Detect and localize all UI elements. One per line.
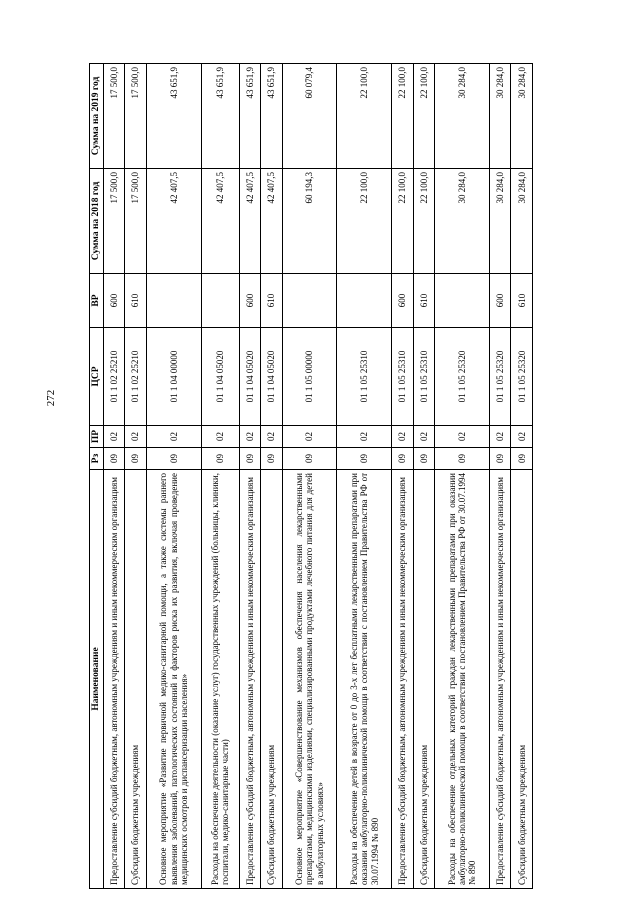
cell-vr: 610 xyxy=(125,274,146,328)
header-rz: Рз xyxy=(90,448,104,470)
table-body xyxy=(103,64,532,889)
cell-rz: 09 xyxy=(511,448,533,470)
cell-sum-2019: 43 651,9 xyxy=(239,64,260,169)
table-row xyxy=(261,64,282,889)
cell-vr xyxy=(337,274,392,328)
table-row xyxy=(146,64,201,889)
cell-vr xyxy=(435,274,490,328)
cell-vr xyxy=(146,274,201,328)
cell-vr: 610 xyxy=(413,274,434,328)
cell-rz: 09 xyxy=(392,448,413,470)
header-vr: ВР xyxy=(90,274,104,328)
cell-vr: 600 xyxy=(103,274,124,328)
cell-pr: 02 xyxy=(511,426,533,448)
cell-rz: 09 xyxy=(337,448,392,470)
cell-sum-2019: 17 500,0 xyxy=(103,64,124,169)
cell-sum-2018: 17 500,0 xyxy=(125,169,146,274)
cell-name: Предоставление субсидий бюджетным, автономным учреждениям и иным некоммерческим организациям xyxy=(103,470,124,889)
cell-pr: 02 xyxy=(201,426,239,448)
table-row xyxy=(201,64,239,889)
cell-vr xyxy=(201,274,239,328)
cell-csr: 01 1 04 05020 xyxy=(261,328,282,426)
cell-sum-2019: 60 079,4 xyxy=(282,64,337,169)
cell-rz: 09 xyxy=(261,448,282,470)
cell-vr: 600 xyxy=(489,274,510,328)
header-name: Наименование xyxy=(90,470,104,889)
table-row xyxy=(413,64,434,889)
table-row xyxy=(392,64,413,889)
cell-rz: 09 xyxy=(282,448,337,470)
cell-rz: 09 xyxy=(125,448,146,470)
table-row xyxy=(435,64,490,889)
cell-vr: 600 xyxy=(239,274,260,328)
cell-name: Предоставление субсидий бюджетным, автономным учреждениям и иным некоммерческим организациям xyxy=(489,470,510,889)
cell-sum-2019: 30 284,0 xyxy=(489,64,510,169)
cell-sum-2019: 43 651,9 xyxy=(201,64,239,169)
cell-csr: 01 1 05 25310 xyxy=(392,328,413,426)
cell-rz: 09 xyxy=(146,448,201,470)
cell-csr: 01 1 02 25210 xyxy=(103,328,124,426)
cell-vr: 610 xyxy=(511,274,533,328)
cell-vr: 610 xyxy=(261,274,282,328)
cell-name: Расходы на обеспечение детей в возрасте от 0 до 3-х лет бесплатными лекарственными препаратами при оказании амбулаторно-поликлинической помощи в соответствии с постановлением Правительства РФ от 30.07.1994 № 890 xyxy=(337,470,392,889)
header-pr: ПР xyxy=(90,426,104,448)
table-row xyxy=(489,64,510,889)
cell-sum-2019: 17 500,0 xyxy=(125,64,146,169)
cell-pr: 02 xyxy=(392,426,413,448)
cell-name: Субсидии бюджетным учреждениям xyxy=(125,470,146,889)
cell-pr: 02 xyxy=(337,426,392,448)
cell-name: Субсидии бюджетным учреждениям xyxy=(413,470,434,889)
cell-pr: 02 xyxy=(413,426,434,448)
header-sum-2018: Сумма на 2018 год xyxy=(90,169,104,274)
cell-sum-2018: 22 100,0 xyxy=(392,169,413,274)
table-header-row xyxy=(90,64,104,889)
budget-table xyxy=(89,63,533,889)
cell-pr: 02 xyxy=(103,426,124,448)
cell-csr: 01 1 02 25210 xyxy=(125,328,146,426)
cell-csr: 01 1 04 05020 xyxy=(239,328,260,426)
cell-name: Основное мероприятие «Совершенствование механизмов обеспечения населения лекарственными препаратами, медицинскими изделиями, специализированными продуктами лечебного питания для детей в амбулаторных условиях» xyxy=(282,470,337,889)
header-csr: ЦСР xyxy=(90,328,104,426)
cell-rz: 09 xyxy=(103,448,124,470)
page-number: 272 xyxy=(45,389,57,407)
cell-pr: 02 xyxy=(125,426,146,448)
cell-csr: 01 1 05 25310 xyxy=(337,328,392,426)
cell-pr: 02 xyxy=(435,426,490,448)
cell-sum-2018: 42 407,5 xyxy=(261,169,282,274)
cell-sum-2019: 43 651,9 xyxy=(261,64,282,169)
cell-sum-2018: 17 500,0 xyxy=(103,169,124,274)
cell-csr: 01 1 05 25310 xyxy=(413,328,434,426)
cell-sum-2018: 60 194,3 xyxy=(282,169,337,274)
cell-csr: 01 1 04 00000 xyxy=(146,328,201,426)
cell-name: Предоставление субсидий бюджетным, автономным учреждениям и иным некоммерческим организациям xyxy=(392,470,413,889)
cell-pr: 02 xyxy=(261,426,282,448)
cell-vr: 600 xyxy=(392,274,413,328)
cell-name: Основное мероприятие «Развитие первичной медико-санитарной помощи, а также системы раннего выявления заболеваний, патологических состояний и факторов риска их развития, включая проведение медицинских осмотров и диспансеризации населения» xyxy=(146,470,201,889)
cell-sum-2018: 22 100,0 xyxy=(337,169,392,274)
cell-name: Субсидии бюджетным учреждениям xyxy=(261,470,282,889)
cell-rz: 09 xyxy=(435,448,490,470)
cell-name: Предоставление субсидий бюджетным, автономным учреждениям и иным некоммерческим организациям xyxy=(239,470,260,889)
cell-sum-2019: 22 100,0 xyxy=(413,64,434,169)
cell-sum-2019: 22 100,0 xyxy=(392,64,413,169)
cell-pr: 02 xyxy=(146,426,201,448)
cell-sum-2018: 42 407,5 xyxy=(146,169,201,274)
cell-name: Расходы на обеспечение деятельности (оказание услуг) государственных учреждений (больницы, клиники, госпитали, медико-санитарные части) xyxy=(201,470,239,889)
cell-rz: 09 xyxy=(413,448,434,470)
cell-sum-2018: 30 284,0 xyxy=(489,169,510,274)
cell-csr: 01 1 05 00000 xyxy=(282,328,337,426)
cell-sum-2019: 43 651,9 xyxy=(146,64,201,169)
cell-csr: 01 1 04 05020 xyxy=(201,328,239,426)
table-row xyxy=(239,64,260,889)
cell-sum-2019: 30 284,0 xyxy=(435,64,490,169)
cell-csr: 01 1 05 25320 xyxy=(435,328,490,426)
cell-vr xyxy=(282,274,337,328)
table-row xyxy=(282,64,337,889)
table-row xyxy=(103,64,124,889)
cell-sum-2019: 22 100,0 xyxy=(337,64,392,169)
cell-sum-2018: 42 407,5 xyxy=(201,169,239,274)
table-row xyxy=(511,64,533,889)
cell-name: Субсидии бюджетным учреждениям xyxy=(511,470,533,889)
cell-pr: 02 xyxy=(239,426,260,448)
table-row xyxy=(125,64,146,889)
cell-sum-2018: 22 100,0 xyxy=(413,169,434,274)
cell-sum-2019: 30 284,0 xyxy=(511,64,533,169)
cell-csr: 01 1 05 25320 xyxy=(511,328,533,426)
cell-csr: 01 1 05 25320 xyxy=(489,328,510,426)
cell-pr: 02 xyxy=(489,426,510,448)
header-sum-2019: Сумма на 2019 год xyxy=(90,64,104,169)
cell-sum-2018: 30 284,0 xyxy=(435,169,490,274)
cell-rz: 09 xyxy=(489,448,510,470)
cell-name: Расходы на обеспечение отдельных категорий граждан лекарственными препаратами при оказании амбулаторно-поликлинической помощи в соответствии с постановлением Правительства РФ от 30.07.1994 № 890 xyxy=(435,470,490,889)
cell-rz: 09 xyxy=(201,448,239,470)
cell-rz: 09 xyxy=(239,448,260,470)
table-row xyxy=(337,64,392,889)
cell-sum-2018: 42 407,5 xyxy=(239,169,260,274)
cell-sum-2018: 30 284,0 xyxy=(511,169,533,274)
cell-pr: 02 xyxy=(282,426,337,448)
rotated-table-wrapper xyxy=(89,64,533,889)
